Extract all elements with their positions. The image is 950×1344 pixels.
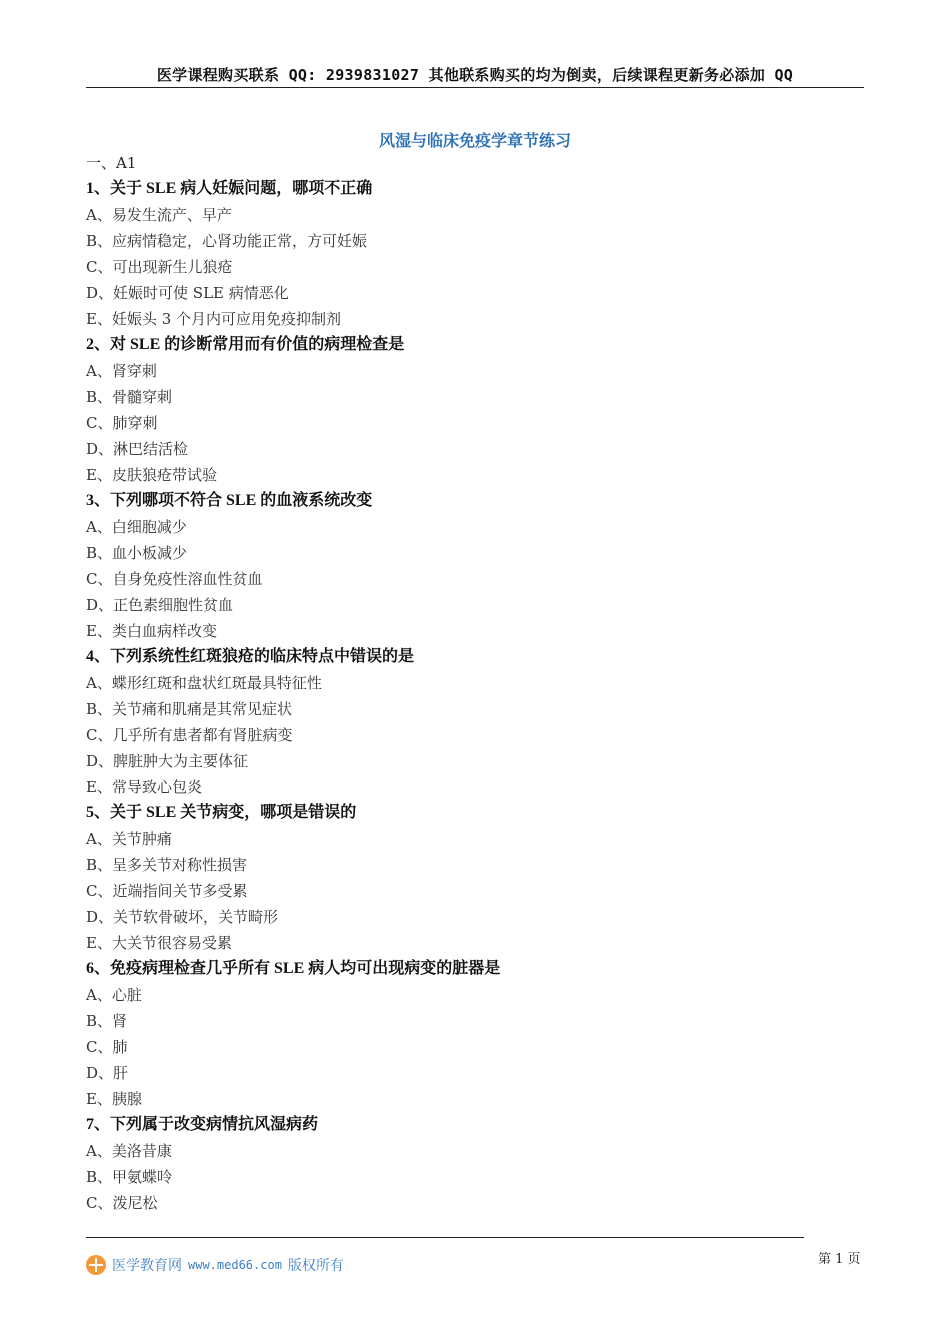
footer-divider xyxy=(86,1237,804,1238)
option-b: B、甲氨蝶呤 xyxy=(86,1168,173,1186)
option-a: A、心脏 xyxy=(86,986,142,1004)
question-5 xyxy=(86,800,846,956)
option-e: E、胰腺 xyxy=(86,1090,142,1108)
option-b: B、血小板减少 xyxy=(86,544,188,562)
option-a: A、蝶形红斑和盘状红斑最具特征性 xyxy=(86,674,322,692)
question-1 xyxy=(86,176,846,332)
option-e: E、皮肤狼疮带试验 xyxy=(86,466,217,484)
footer-brand xyxy=(86,1255,344,1275)
header-divider xyxy=(86,87,864,88)
option-d: D、淋巴结活检 xyxy=(86,440,189,458)
option-e: E、大关节很容易受累 xyxy=(86,934,232,952)
question-stem: 4、下列系统性红斑狼疮的临床特点中错误的是 xyxy=(86,648,415,665)
option-a: A、美洛昔康 xyxy=(86,1142,172,1160)
option-c: C、几乎所有患者都有肾脏病变 xyxy=(86,726,293,744)
option-c: C、肺穿刺 xyxy=(86,414,158,432)
option-c: C、肺 xyxy=(86,1038,128,1056)
option-c: C、自身免疫性溶血性贫血 xyxy=(86,570,263,588)
option-b: B、呈多关节对称性损害 xyxy=(86,856,248,874)
brand-rights: 版权所有 xyxy=(287,1258,344,1274)
medical-cross-icon xyxy=(86,1255,106,1275)
option-a: A、关节肿痛 xyxy=(86,830,172,848)
question-stem: 2、对 SLE 的诊断常用而有价值的病理检查是 xyxy=(86,336,405,353)
question-stem: 3、下列哪项不符合 SLE 的血液系统改变 xyxy=(86,492,373,509)
page-number: 第 1 页 xyxy=(818,1252,861,1267)
option-d: D、肝 xyxy=(86,1064,129,1082)
option-e: E、妊娠头 3 个月内可应用免疫抑制剂 xyxy=(86,310,342,328)
option-b: B、应病情稳定，心肾功能正常，方可妊娠 xyxy=(86,232,368,250)
question-stem: 6、免疫病理检查几乎所有 SLE 病人均可出现病变的脏器是 xyxy=(86,960,501,977)
option-e: E、类白血病样改变 xyxy=(86,622,217,640)
question-7 xyxy=(86,1112,846,1216)
question-2 xyxy=(86,332,846,488)
section-heading: 一、A1 xyxy=(86,154,137,172)
option-a: A、易发生流产、早产 xyxy=(86,206,232,224)
document-body xyxy=(86,150,846,1216)
option-c: C、泼尼松 xyxy=(86,1194,158,1212)
question-6 xyxy=(86,956,846,1112)
option-d: D、关节软骨破坏，关节畸形 xyxy=(86,908,279,926)
question-stem: 5、关于 SLE 关节病变，哪项是错误的 xyxy=(86,804,357,821)
option-a: A、肾穿刺 xyxy=(86,362,157,380)
document-title: 风湿与临床免疫学章节练习 xyxy=(378,131,571,150)
question-3 xyxy=(86,488,846,644)
option-d: D、妊娠时可使 SLE 病情恶化 xyxy=(86,284,289,302)
option-c: C、可出现新生儿狼疮 xyxy=(86,258,233,276)
question-stem: 1、关于 SLE 病人妊娠问题，哪项不正确 xyxy=(86,180,373,197)
option-d: D、正色素细胞性贫血 xyxy=(86,596,234,614)
option-c: C、近端指间关节多受累 xyxy=(86,882,248,900)
option-b: B、骨髓穿刺 xyxy=(86,388,173,406)
option-b: B、关节痛和肌痛是其常见症状 xyxy=(86,700,293,718)
question-4 xyxy=(86,644,846,800)
option-e: E、常导致心包炎 xyxy=(86,778,202,796)
option-d: D、脾脏肿大为主要体征 xyxy=(86,752,249,770)
option-b: B、肾 xyxy=(86,1012,128,1030)
question-stem: 7、下列属于改变病情抗风湿病药 xyxy=(86,1116,319,1133)
page-header: 医学课程购买联系 QQ: 2939831027 其他联系购买的均为倒卖，后续课程更新务必添加 QQ xyxy=(156,66,794,84)
brand-name: 医学教育网 xyxy=(112,1258,182,1274)
brand-url[interactable]: www.med66.com xyxy=(188,1258,282,1272)
option-a: A、白细胞减少 xyxy=(86,518,187,536)
